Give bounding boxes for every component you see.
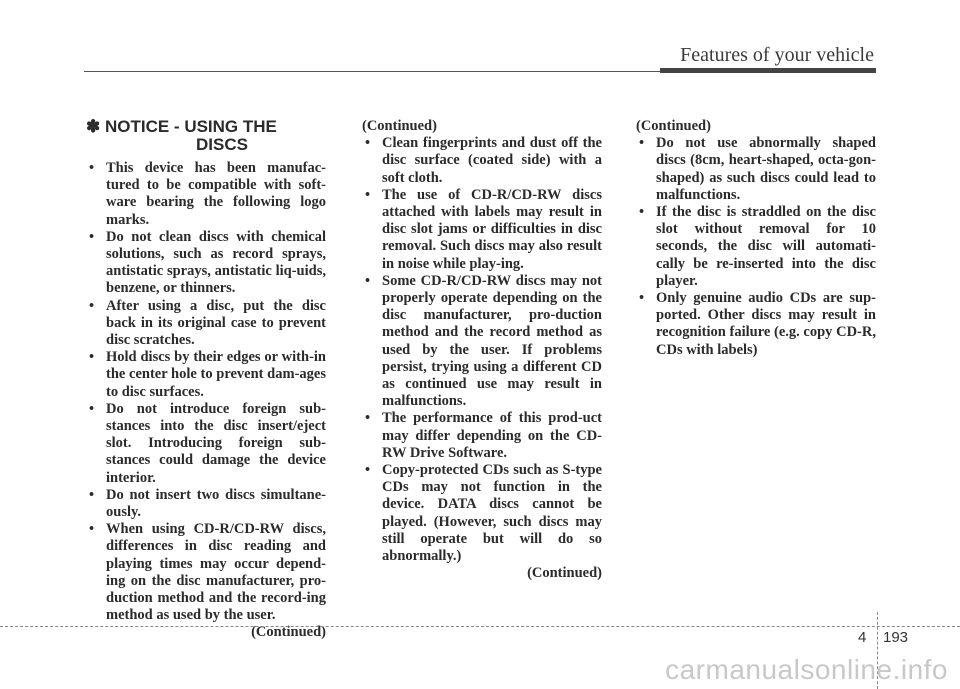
bullet-icon: •: [89, 160, 95, 176]
notice-title-line1: NOTICE - USING THE: [104, 117, 277, 136]
list-item: • Only genuine audio CDs are sup-ported. Other discs may result in recognition failure (e.g. copy CD-R, CDs with labels): [639, 290, 876, 358]
bullet-icon: •: [89, 486, 95, 503]
list-item: • Do not insert two discs simultane-ously.: [89, 486, 326, 521]
list-item: • Copy-protected CDs such as S-type CDs may not function in the device. DATA discs cannot be played. (However, such discs may still operate but will do so abnormally.): [365, 462, 602, 565]
page-header-title: Features of your vehicle: [680, 44, 874, 66]
list-item: • Some CD-R/CD-RW discs may not properly operate depending on the disc manufacturer, pro-duction method and the record method as used by the user. If problems persist, trying using a different CD as continued use may result in malfunctions.: [365, 272, 602, 410]
text-column-2: [362, 118, 602, 582]
continued-label: (Continued): [251, 624, 326, 641]
bullet-icon: •: [639, 290, 645, 307]
bullet-icon: •: [365, 272, 371, 289]
bullet-icon: •: [89, 400, 95, 417]
bullet-icon: •: [365, 186, 371, 203]
continued-label: (Continued): [362, 118, 437, 134]
list-item: • Do not use abnormally shaped discs (8cm, heart-shaped, octa-gon-shaped) as such discs could lead to malfunctions.: [639, 135, 876, 203]
bullet-icon: •: [639, 204, 645, 221]
footer-rule: [0, 626, 960, 627]
list-item: • Do not clean discs with chemical solutions, such as record sprays, antistatic sprays, antistatic liq-uids, benzene, or thinners.: [89, 228, 326, 297]
bullet-icon: •: [89, 228, 95, 245]
list-item: • Do not introduce foreign sub-stances into the disc insert/eject slot. Introducing foreign sub-stances could damage the device interior.: [89, 400, 326, 486]
list-item: • The use of CD-R/CD-RW discs attached with labels may result in disc slot jams or difficulties in disc removal. Such discs may also result in noise while play-ing.: [365, 186, 602, 272]
watermark: carmanualsonline.info: [665, 654, 948, 685]
continued-label: (Continued): [527, 565, 602, 582]
list-item: • Hold discs by their edges or with-in the center hole to prevent dam-ages to disc surfaces.: [89, 349, 326, 400]
notice-title-line2: DISCS: [196, 135, 248, 154]
bullet-icon: •: [89, 297, 95, 314]
notice-heading: [86, 118, 326, 154]
bullet-list: [86, 160, 326, 624]
bullet-icon: •: [365, 410, 371, 427]
text-column-1: [86, 118, 326, 642]
text-column-3: [636, 118, 876, 359]
header-accent-bar: [660, 68, 876, 73]
bullet-icon: •: [89, 521, 95, 538]
page-number: 193: [883, 629, 909, 646]
notice-star-icon: ✽: [86, 117, 101, 136]
bullet-icon: •: [89, 349, 95, 366]
list-item: • When using CD-R/CD-RW discs, differences in disc reading and playing times may occur depend-ing on the disc manufacturer, pro-duction method and the record-ing method as used by the user.: [89, 521, 326, 624]
chapter-number: 4: [858, 629, 867, 646]
list-item: • This device has been manufac-tured to be compatible with soft-ware bearing the following logo marks.: [89, 160, 326, 228]
bullet-icon: •: [365, 462, 371, 479]
continued-label: (Continued): [636, 118, 711, 134]
list-item: • Clean fingerprints and dust off the disc surface (coated side) with a soft cloth.: [365, 135, 602, 186]
bullet-list: [362, 135, 602, 565]
list-item: • The performance of this prod-uct may differ depending on the CD-RW Drive Software.: [365, 410, 602, 461]
list-item: • After using a disc, put the disc back in its original case to prevent disc scratches.: [89, 297, 326, 349]
bullet-icon: •: [639, 135, 645, 152]
bullet-list: [636, 135, 876, 359]
list-item: • If the disc is straddled on the disc slot without removal for 10 seconds, the disc will automati-cally be re-inserted into the disc player.: [639, 204, 876, 289]
bullet-icon: •: [365, 135, 371, 152]
